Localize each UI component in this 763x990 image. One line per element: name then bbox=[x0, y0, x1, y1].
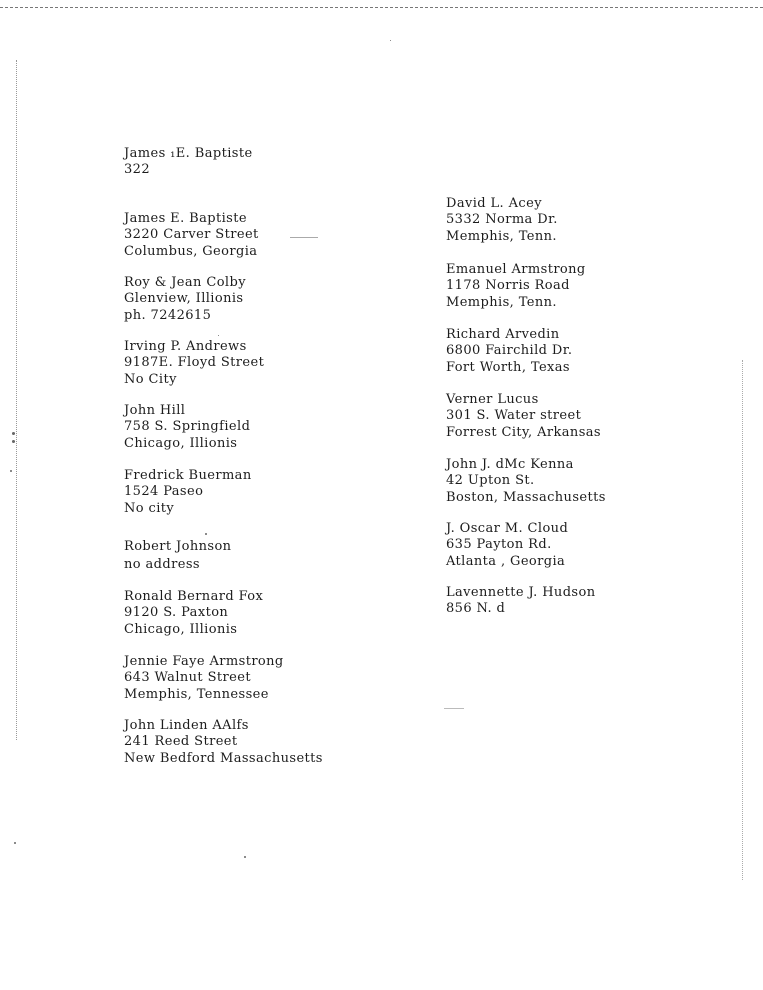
city-state: Glenview, Illionis bbox=[124, 291, 244, 307]
header-entry bbox=[124, 146, 253, 179]
scan-speck bbox=[12, 440, 15, 443]
city-state: Forrest City, Arkansas bbox=[446, 424, 601, 440]
contact-name: Roy & Jean Colby bbox=[124, 275, 246, 290]
address-entry bbox=[446, 327, 572, 376]
city-state: Memphis, Tenn. bbox=[446, 294, 557, 310]
contact-name: Jennie Faye Armstrong bbox=[124, 654, 284, 669]
contact-name: Lavennette J. Hudson bbox=[446, 585, 596, 600]
address-entry bbox=[446, 196, 558, 245]
header-name: James ₁E. Baptiste bbox=[124, 146, 253, 161]
street-address: 643 Walnut Street bbox=[124, 670, 251, 686]
address-entry bbox=[446, 457, 606, 506]
street-address: 1524 Paseo bbox=[124, 484, 204, 500]
contact-name: Emanuel Armstrong bbox=[446, 262, 586, 277]
city-state: New Bedford Massachusetts bbox=[124, 750, 323, 766]
address-entry bbox=[446, 262, 586, 311]
scan-speck bbox=[244, 856, 246, 858]
contact-name: John J. dMc Kenna bbox=[446, 457, 574, 472]
street-address: 758 S. Springfield bbox=[124, 419, 251, 435]
contact-name: Richard Arvedin bbox=[446, 327, 560, 342]
address-entry bbox=[446, 521, 568, 570]
city-state: Fort Worth, Texas bbox=[446, 359, 570, 375]
address-entry bbox=[124, 654, 284, 703]
city-state: Chicago, Illionis bbox=[124, 621, 238, 637]
scan-dash bbox=[444, 708, 464, 709]
address-entry bbox=[124, 403, 250, 452]
phone-number: ph. 7242615 bbox=[124, 307, 212, 323]
city-state: Chicago, Illionis bbox=[124, 435, 238, 451]
contact-name: Ronald Bernard Fox bbox=[124, 589, 264, 604]
contact-name: Verner Lucus bbox=[446, 392, 539, 407]
contact-name: Robert Johnson bbox=[124, 539, 232, 554]
city-state: No city bbox=[124, 500, 175, 516]
contact-name: James E. Baptiste bbox=[124, 211, 247, 226]
street-address: 5332 Norma Dr. bbox=[446, 212, 558, 228]
address-entry bbox=[124, 339, 264, 388]
scan-speck bbox=[390, 40, 391, 41]
contact-name: Fredrick Buerman bbox=[124, 468, 252, 483]
scan-speck bbox=[218, 335, 219, 336]
scan-dash bbox=[290, 237, 318, 238]
street-address: 301 S. Water street bbox=[446, 408, 582, 424]
contact-name: John Linden AAlfs bbox=[124, 718, 249, 733]
city-state: No City bbox=[124, 371, 177, 387]
page-top-edge bbox=[0, 0, 763, 8]
city-state: Memphis, Tenn. bbox=[446, 228, 557, 244]
street-address: no address bbox=[124, 557, 200, 572]
address-entry bbox=[446, 392, 601, 441]
street-address: 635 Payton Rd. bbox=[446, 537, 552, 553]
scan-speck bbox=[205, 533, 207, 535]
city-state: Boston, Massachusetts bbox=[446, 489, 606, 505]
street-address: 9120 S. Paxton bbox=[124, 605, 229, 621]
street-address: 241 Reed Street bbox=[124, 734, 238, 750]
address-entry bbox=[124, 538, 231, 574]
address-entry bbox=[124, 718, 323, 767]
contact-name: Irving P. Andrews bbox=[124, 339, 247, 354]
street-address: 3220 Carver Street bbox=[124, 227, 259, 243]
scan-speck bbox=[10, 470, 12, 472]
street-address: 9187E. Floyd Street bbox=[124, 355, 265, 371]
address-entry bbox=[124, 468, 252, 517]
address-entry bbox=[124, 589, 263, 638]
address-entry bbox=[124, 275, 246, 324]
contact-name: David L. Acey bbox=[446, 196, 542, 211]
page-right-margin-marks bbox=[742, 360, 743, 880]
street-address: 1178 Norris Road bbox=[446, 278, 570, 294]
header-number: 322 bbox=[124, 162, 151, 178]
contact-name: J. Oscar M. Cloud bbox=[446, 521, 569, 536]
city-state: Atlanta , Georgia bbox=[446, 553, 566, 569]
city-state: Columbus, Georgia bbox=[124, 243, 258, 259]
page-left-margin-marks bbox=[16, 60, 17, 740]
street-address: 42 Upton St. bbox=[446, 473, 535, 489]
scan-speck bbox=[12, 432, 15, 435]
address-entry bbox=[124, 211, 259, 260]
street-address: 6800 Fairchild Dr. bbox=[446, 343, 573, 359]
city-state: Memphis, Tennessee bbox=[124, 686, 269, 702]
contact-name: John Hill bbox=[124, 403, 186, 418]
address-entry bbox=[446, 585, 596, 618]
scan-speck bbox=[14, 842, 16, 844]
street-address: 856 N. d bbox=[446, 601, 506, 617]
